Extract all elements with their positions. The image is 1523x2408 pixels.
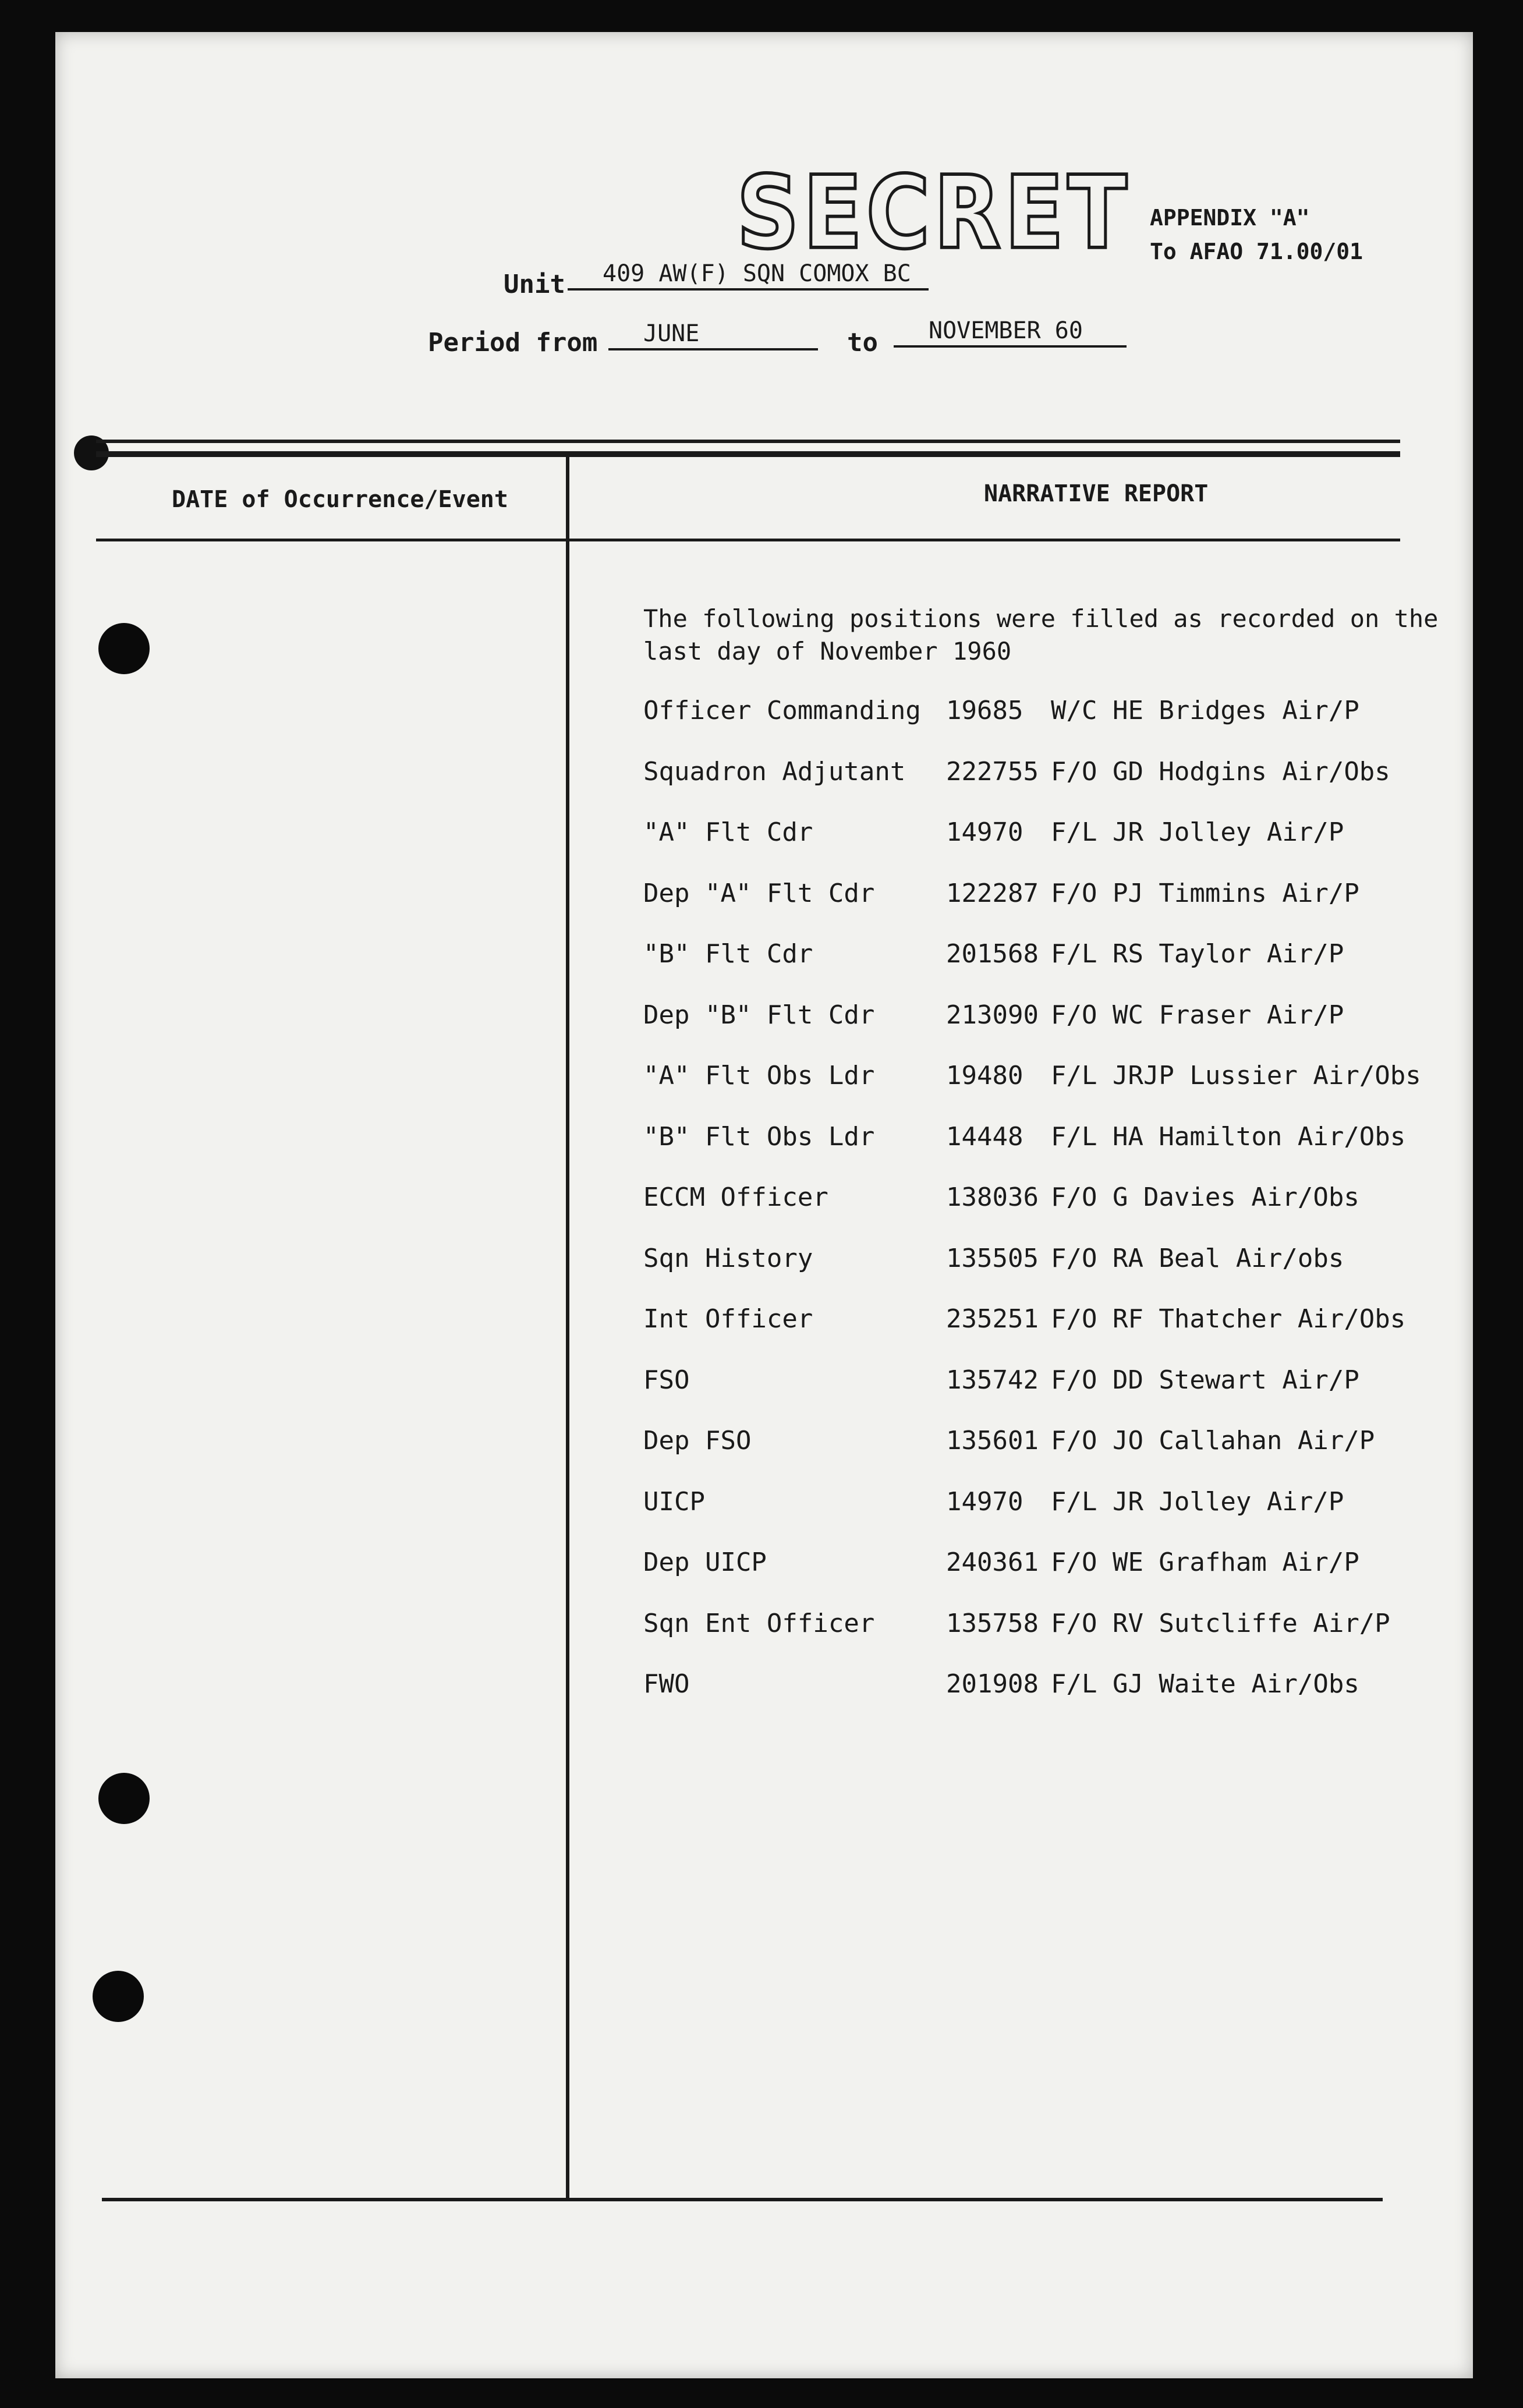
position-title: Int Officer bbox=[643, 1304, 813, 1334]
appendix-title: APPENDIX "A" bbox=[1150, 205, 1310, 231]
position-title: Dep UICP bbox=[643, 1548, 767, 1577]
appendix-order: To AFAO 71.00/01 bbox=[1150, 239, 1363, 264]
officer-name: F/O RA Beal Air/obs bbox=[1051, 1243, 1344, 1273]
column-divider bbox=[566, 451, 569, 2198]
service-number: 135758 bbox=[946, 1608, 1039, 1638]
service-number: 222755 bbox=[946, 756, 1039, 787]
header-rule-top bbox=[96, 440, 1400, 443]
officer-name: F/L HA Hamilton Air/Obs bbox=[1051, 1121, 1406, 1152]
officer-name: F/O WE Grafham Air/P bbox=[1051, 1548, 1359, 1577]
position-title: ECCM Officer bbox=[643, 1182, 828, 1212]
service-number: 19480 bbox=[946, 1061, 1023, 1090]
service-number: 135601 bbox=[946, 1426, 1039, 1456]
service-number: 201568 bbox=[946, 939, 1039, 969]
officer-name: F/O PJ Timmins Air/P bbox=[1051, 878, 1359, 908]
officer-name: F/O RF Thatcher Air/Obs bbox=[1051, 1304, 1406, 1334]
unit-label: Unit bbox=[504, 270, 565, 299]
officer-name: F/L JRJP Lussier Air/Obs bbox=[1051, 1061, 1421, 1090]
officer-name: F/L RS Taylor Air/P bbox=[1051, 939, 1344, 969]
period-to-label: to bbox=[847, 328, 878, 357]
table-bottom-rule bbox=[102, 2198, 1383, 2201]
date-column-header: DATE of Occurrence/Event bbox=[172, 486, 508, 513]
punch-hole bbox=[98, 623, 150, 674]
service-number: 122287 bbox=[946, 878, 1039, 908]
position-title: "A" Flt Cdr bbox=[643, 817, 813, 847]
officer-name: F/L GJ Waite Air/Obs bbox=[1051, 1669, 1359, 1699]
officer-name: F/O GD Hodgins Air/Obs bbox=[1051, 756, 1390, 787]
position-title: Dep "B" Flt Cdr bbox=[643, 1000, 875, 1030]
service-number: 14448 bbox=[946, 1121, 1023, 1152]
service-number: 235251 bbox=[946, 1304, 1039, 1334]
position-title: Dep FSO bbox=[643, 1426, 752, 1456]
position-title: Officer Commanding bbox=[643, 696, 921, 725]
service-number: 135505 bbox=[946, 1243, 1039, 1273]
officer-name: F/O JO Callahan Air/P bbox=[1051, 1426, 1375, 1456]
appendix-reference bbox=[1150, 201, 1363, 268]
punch-hole bbox=[98, 1773, 150, 1824]
position-title: Squadron Adjutant bbox=[643, 756, 906, 787]
officer-name: F/O G Davies Air/Obs bbox=[1051, 1182, 1359, 1212]
document-page bbox=[55, 32, 1473, 2378]
service-number: 240361 bbox=[946, 1548, 1039, 1577]
position-title: "B" Flt Cdr bbox=[643, 939, 813, 969]
unit-value: 409 AW(F) SQN COMOX BC bbox=[568, 260, 929, 291]
position-title: Dep "A" Flt Cdr bbox=[643, 878, 875, 908]
header-rule-bottom bbox=[96, 451, 1400, 457]
punch-hole bbox=[93, 1971, 144, 2022]
service-number: 14970 bbox=[946, 1486, 1023, 1517]
position-title: "B" Flt Obs Ldr bbox=[643, 1121, 875, 1152]
service-number: 135742 bbox=[946, 1365, 1039, 1395]
column-header-rule bbox=[96, 539, 1400, 541]
position-title: "A" Flt Obs Ldr bbox=[643, 1061, 875, 1090]
narrative-column-header: NARRATIVE REPORT bbox=[984, 480, 1209, 507]
position-title: Sqn History bbox=[643, 1243, 813, 1273]
officer-name: W/C HE Bridges Air/P bbox=[1051, 696, 1359, 725]
service-number: 14970 bbox=[946, 817, 1023, 847]
position-title: FWO bbox=[643, 1669, 690, 1699]
service-number: 213090 bbox=[946, 1000, 1039, 1030]
position-title: FSO bbox=[643, 1365, 690, 1395]
position-title: Sqn Ent Officer bbox=[643, 1608, 875, 1638]
period-to-value: NOVEMBER 60 bbox=[894, 317, 1127, 348]
officer-name: F/L JR Jolley Air/P bbox=[1051, 1486, 1344, 1517]
officer-name: F/O RV Sutcliffe Air/P bbox=[1051, 1608, 1390, 1638]
position-title: UICP bbox=[643, 1486, 705, 1517]
officer-name: F/O DD Stewart Air/P bbox=[1051, 1365, 1359, 1395]
service-number: 138036 bbox=[946, 1182, 1039, 1212]
period-from-value: JUNE bbox=[608, 320, 818, 350]
service-number: 201908 bbox=[946, 1669, 1039, 1699]
service-number: 19685 bbox=[946, 696, 1023, 725]
narrative-intro: The following positions were filled as recorded on the last day of November 1960 bbox=[643, 604, 1439, 665]
period-from-label: Period from bbox=[428, 328, 598, 357]
classification-stamp: SECRET bbox=[736, 155, 1131, 272]
officer-name: F/L JR Jolley Air/P bbox=[1051, 817, 1344, 847]
officer-name: F/O WC Fraser Air/P bbox=[1051, 1000, 1344, 1030]
